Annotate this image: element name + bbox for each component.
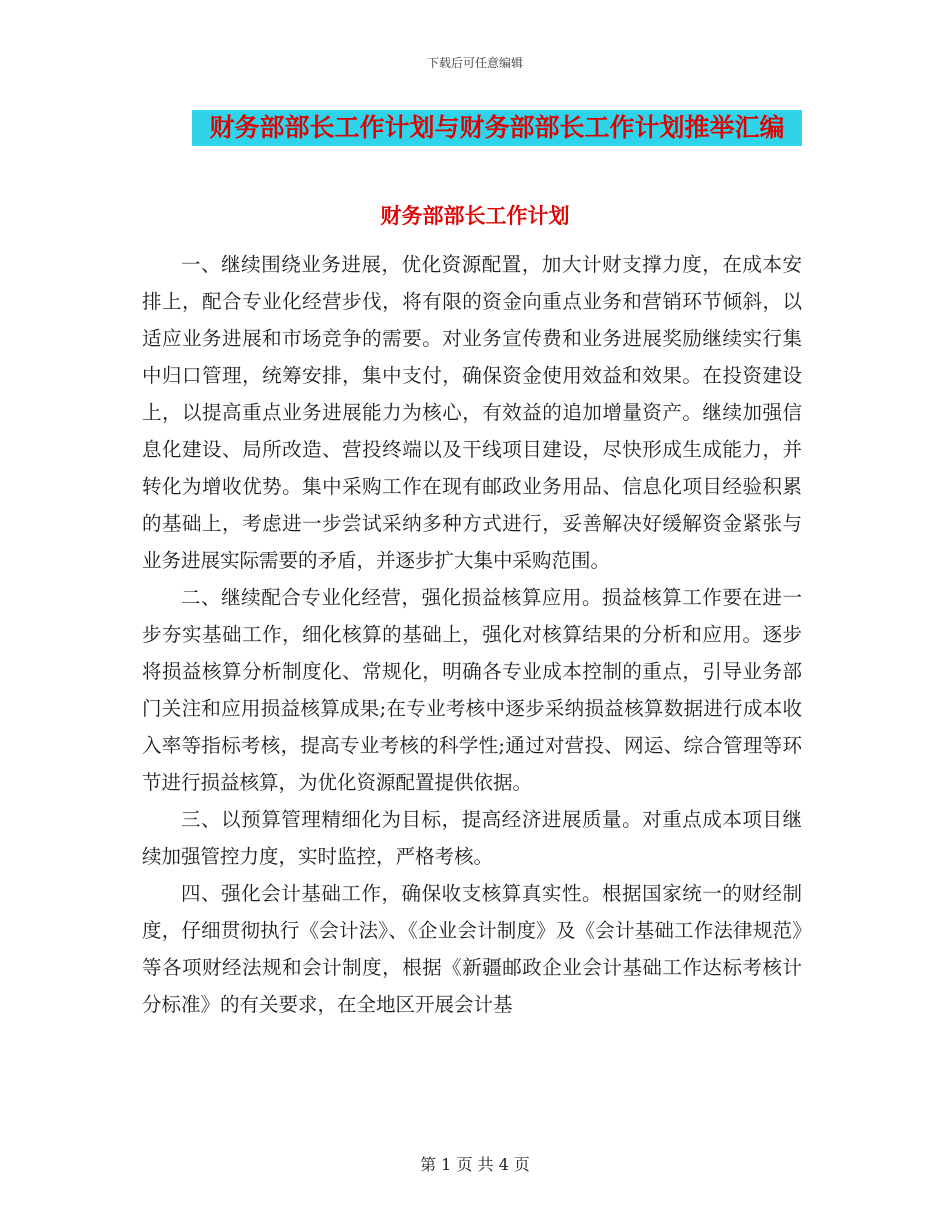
document-body [142, 246, 802, 1023]
page-number: 第 1 页 共 4 页 [420, 1155, 530, 1174]
header-note: 下载后可任意编辑 [426, 56, 523, 70]
paragraph-3: 三、以预算管理精细化为目标，提高经济进展质量。对重点成本项目继续加强管控力度，实时监控，严格考核。 [142, 808, 802, 868]
section-title: 财务部部长工作计划 [380, 203, 570, 228]
paragraph-4: 四、强化会计基础工作，确保收支核算真实性。根据国家统一的财经制度，仔细贯彻执行《会计法》、《企业会计制度》及《会计基础工作法律规范》等各项财经法规和会计制度，根据《新疆邮政企业会计基础工作达标考核计分标准》的有关要求，在全地区开展会计基 [142, 882, 802, 1016]
paragraph-2: 二、继续配合专业化经营，强化损益核算应用。损益核算工作要在进一步夯实基础工作，细化核算的基础上，强化对核算结果的分析和应用。逐步将损益核算分析制度化、常规化，明确各专业成本控制的重点，引导业务部门关注和应用损益核算成果;在专业考核中逐步采纳损益核算数据进行成本收入率等指标考核，提高专业考核的科学性;通过对营投、网运、综合管理等环节进行损益核算，为优化资源配置提供依据。 [142, 586, 802, 794]
main-title: 财务部部长工作计划与财务部部长工作计划推举汇编 [209, 113, 785, 142]
main-title-highlight [192, 110, 802, 146]
paragraph-1: 一、继续围绕业务进展，优化资源配置，加大计财支撑力度，在成本安排上，配合专业化经营步伐，将有限的资金向重点业务和营销环节倾斜，以适应业务进展和市场竞争的需要。对业务宣传费和业务进展奖励继续实行集中归口管理，统筹安排，集中支付，确保资金使用效益和效果。在投资建设上，以提高重点业务进展能力为核心，有效益的追加增量资产。继续加强信息化建设、局所改造、营投终端以及干线项目建设，尽快形成生成能力，并转化为增收优势。集中采购工作在现有邮政业务用品、信息化项目经验积累的基础上，考虑进一步尝试采纳多种方式进行，妥善解决好缓解资金紧张与业务进展实际需要的矛盾，并逐步扩大集中采购范围。 [142, 253, 802, 572]
